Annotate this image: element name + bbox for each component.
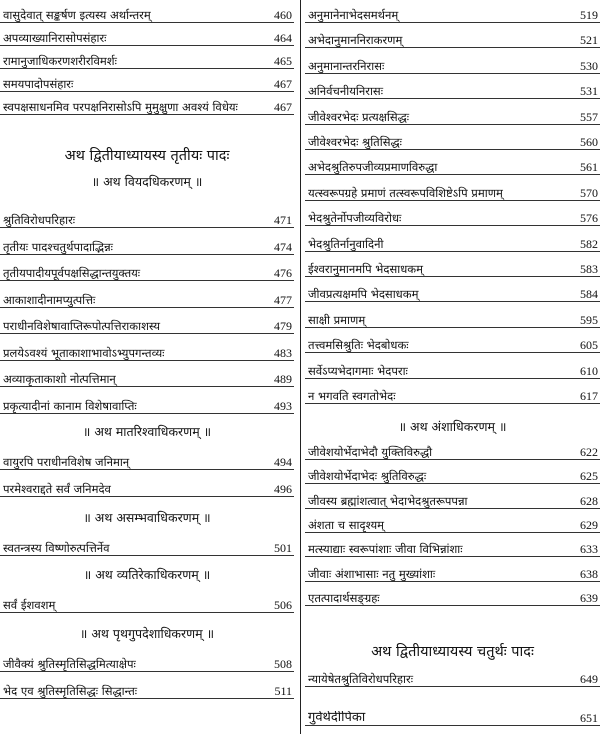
entry-title: ईश्वरानुमानमपि भेदसाधकम्	[308, 262, 423, 276]
entry-title: भेदश्रुतेर्नोपजीव्यविरोधः	[308, 211, 402, 226]
toc-entry	[305, 486, 600, 509]
entry-title: स्वतन्त्रस्य विष्णोरुत्पत्तिर्नेव	[3, 541, 110, 555]
toc-entry	[0, 676, 294, 699]
entry-page-number: 628	[580, 493, 598, 508]
entry-title: अव्याकृताकाशो नोत्पत्तिमान्	[3, 372, 116, 386]
entry-title: जीवप्रत्यक्षमपि भेदसाधकम्	[308, 287, 419, 302]
entry-page-number: 508	[274, 657, 292, 671]
entry-title: तृतीयः पादश्चतुर्थपादाद्भिन्नः	[3, 239, 113, 254]
entry-page-number: 467	[274, 77, 292, 91]
toc-entry	[0, 311, 294, 334]
toc-entry	[305, 51, 600, 74]
entry-page-number: 489	[274, 372, 292, 386]
toc-entry	[305, 330, 600, 353]
toc-entry	[305, 279, 600, 302]
toc-entry	[305, 703, 600, 726]
entry-title: अंशता च सादृश्यम्	[308, 517, 385, 532]
entry-page-number: 493	[274, 398, 292, 413]
entry-page-number: 557	[580, 109, 598, 124]
toc-entry	[0, 0, 294, 23]
entry-page-number: 476	[274, 266, 292, 280]
entry-title: प्रलयेऽवश्यं भूताकाशाभावोऽभ्युपगन्तव्यः	[3, 345, 165, 360]
toc-entry	[0, 533, 294, 556]
entry-title: वासुदेवात् सङ्कर्षण इत्यस्य अर्थान्तरम्	[3, 8, 151, 22]
entry-title: परमेश्वराद्दते सर्वं जनिमदेव	[3, 482, 111, 496]
toc-entry	[305, 437, 600, 460]
entry-page-number: 530	[580, 58, 598, 73]
entry-page-number: 638	[580, 566, 598, 581]
subsection-heading: ॥ अथ वियदधिकरणम् ॥	[91, 174, 203, 189]
entry-title: अभेदश्रुतिरुपजीव्यप्रमाणविरुद्धा	[308, 160, 438, 175]
entry-page-number: 617	[580, 389, 598, 403]
toc-entry	[305, 583, 600, 606]
entry-page-number: 610	[580, 363, 598, 378]
toc-entry	[305, 559, 600, 582]
entry-title: समयपादोपसंहारः	[3, 77, 74, 91]
entry-page-number: 595	[580, 312, 598, 327]
subsection-heading: ॥ अथ अंशाधिकरणम् ॥	[398, 419, 507, 434]
entry-page-number: 471	[274, 213, 292, 227]
entry-page-number: 474	[274, 239, 292, 254]
entry-page-number: 560	[580, 135, 598, 149]
entry-title: अभेदानुमाननिराकरणम्	[308, 33, 403, 48]
toc-entry	[0, 232, 294, 255]
entry-title: श्रुतिविरोधपरिहारः	[3, 213, 76, 227]
entry-page-number: 605	[580, 338, 598, 353]
entry-page-number: 467	[274, 100, 292, 114]
entry-title: आकाशादीनामप्युत्पत्तिः	[3, 292, 96, 307]
toc-entry	[0, 447, 294, 470]
subsection-heading: ॥ अथ पृथगुपदेशाधिकरणम् ॥	[79, 626, 215, 641]
entry-title: जीवाः अंशाभासाः नतु मुख्यांशाः	[308, 566, 436, 581]
entry-page-number: 519	[580, 8, 598, 22]
subsection-heading: ॥ अथ असम्भवाधिकरणम् ॥	[83, 510, 211, 525]
entry-page-number: 649	[580, 672, 598, 686]
subsection-heading: ॥ अथ मातरिश्वाधिकरणम् ॥	[82, 424, 212, 439]
entry-page-number: 582	[580, 236, 598, 251]
entry-page-number: 501	[274, 541, 292, 555]
entry-title: वायुरपि पराधीनविशेष जनिमान्	[3, 455, 130, 469]
entry-title: जीवेशयोर्भेदाभेदौ युक्तिविरुद्धौ	[308, 445, 433, 459]
entry-page-number: 494	[274, 455, 292, 469]
entry-page-number: 460	[274, 8, 292, 22]
toc-entry	[305, 254, 600, 277]
entry-page-number: 479	[274, 319, 292, 333]
toc-entry	[0, 338, 294, 361]
toc-entry	[305, 664, 600, 687]
entry-title: जीवेश्वरभेदः श्रुतिसिद्धः	[308, 135, 402, 149]
entry-title: साक्षी प्रमाणम्	[308, 312, 366, 327]
toc-entry	[305, 461, 600, 484]
toc-entry	[0, 364, 294, 387]
entry-title: गुर्वर्थदीपिका	[308, 711, 366, 725]
entry-title: अपव्याख्यानिरासोपसंहारः	[3, 31, 107, 45]
toc-entry	[0, 23, 294, 46]
subsection-heading: ॥ अथ व्यतिरेकाधिकरणम् ॥	[83, 567, 211, 582]
entry-title: जीवेश्वरभेदः प्रत्यक्षसिद्धः	[308, 109, 410, 124]
entry-page-number: 477	[274, 292, 292, 307]
entry-page-number: 465	[274, 54, 292, 68]
entry-page-number: 639	[580, 590, 598, 605]
toc-entry	[0, 69, 294, 92]
entry-page-number: 531	[580, 84, 598, 99]
entry-page-number: 622	[580, 445, 598, 459]
toc-entry	[0, 590, 294, 613]
entry-title: भेद एव श्रुतिस्मृतिसिद्धः सिद्धान्तः	[3, 684, 138, 698]
toc-entry	[305, 510, 600, 533]
entry-page-number: 633	[580, 542, 598, 557]
toc-entry	[305, 25, 600, 48]
entry-title: यत्स्वरूपग्रहे प्रमाणं तत्स्वरूपविशिष्टेऽपि प्रमाणम्	[308, 185, 503, 200]
section-heading: अथ द्वितीयाध्यायस्य चतुर्थः पादः	[371, 644, 534, 660]
toc-entry	[0, 92, 294, 115]
section-heading: अथ द्वितीयाध्यायस्य तृतीयः पादः	[64, 148, 230, 164]
entry-page-number: 629	[580, 517, 598, 532]
entry-page-number: 651	[580, 711, 598, 725]
toc-entry	[305, 229, 600, 252]
entry-page-number: 464	[274, 31, 292, 45]
toc-entry	[305, 203, 600, 226]
toc-entry	[0, 649, 294, 672]
toc-entry	[0, 285, 294, 308]
entry-title: रामानुजाधिकरणशरीरविमर्शः	[3, 54, 117, 68]
entry-page-number: 521	[580, 33, 598, 48]
toc-entry	[305, 381, 600, 404]
entry-title: अनुमानान्तरनिरासः	[308, 58, 385, 73]
entry-page-number: 583	[580, 262, 598, 276]
entry-title: न भगवति स्वगतोभेदः	[308, 389, 396, 403]
entry-title: जीवेशयोर्भेदाभेदः श्रुतिविरुद्धः	[308, 469, 427, 484]
entry-title: अनिर्वचनीयनिरासः	[308, 84, 384, 99]
entry-title: अनुमानेनाभेदसमर्थनम्	[308, 8, 399, 22]
column-divider	[300, 0, 301, 734]
entry-page-number: 506	[274, 598, 292, 612]
entry-page-number: 511	[274, 684, 292, 698]
toc-entry	[305, 127, 600, 150]
entry-page-number: 483	[274, 345, 292, 360]
toc-entry	[305, 102, 600, 125]
entry-page-number: 584	[580, 287, 598, 302]
entry-page-number: 570	[580, 185, 598, 200]
entry-page-number: 625	[580, 469, 598, 484]
toc-entry	[305, 534, 600, 557]
toc-entry	[305, 356, 600, 379]
entry-title: न्यायेषेतश्रुतिविरोधपरिहारः	[308, 672, 414, 686]
toc-entry	[0, 474, 294, 497]
entry-title: जीवस्य ब्रह्मांशत्वात् भेदाभेदश्रुतरूपपन्ना	[308, 493, 468, 508]
entry-page-number: 561	[580, 160, 598, 175]
entry-title: प्रकृत्यादीनां कानाम विशेषावाप्तिः	[3, 398, 137, 413]
entry-title: जीवैक्यं श्रुतिस्मृतिसिद्धमित्याक्षेपः	[3, 657, 136, 671]
entry-title: तृतीयपादीयपूर्वपक्षसिद्धान्तयुक्तयः	[3, 266, 141, 280]
entry-title: पराधीनविशेषावाप्तिरूपोत्पत्तिराकाशस्य	[3, 319, 161, 333]
entry-title: सर्वं ईशवशम्	[3, 598, 56, 612]
entry-page-number: 576	[580, 211, 598, 226]
toc-entry	[305, 0, 600, 23]
toc-entry	[305, 76, 600, 99]
entry-title: स्वपक्षसाधनमिव परपक्षनिरासोऽपि मुमुक्षुणा अवश्यं विधेयः	[3, 100, 238, 114]
entry-page-number: 496	[274, 482, 292, 496]
entry-title: एतत्पादार्थसङ्ग्रहः	[308, 590, 380, 605]
toc-entry	[305, 178, 600, 201]
toc-entry	[305, 152, 600, 175]
entry-title: भेदश्रुतिर्नानुवादिनी	[308, 236, 384, 251]
toc-entry	[305, 305, 600, 328]
toc-entry	[0, 258, 294, 281]
toc-entry	[0, 46, 294, 69]
toc-entry	[0, 391, 294, 414]
entry-title: मत्स्याद्याः स्वरूपांशाः जीवा विभिन्नांशाः	[308, 542, 463, 557]
entry-title: सर्वेऽप्यभेदागमाः भेदपराः	[308, 363, 408, 378]
toc-entry	[0, 205, 294, 228]
entry-title: तत्त्वमसिश्रुतिः भेदबोधकः	[308, 338, 409, 353]
